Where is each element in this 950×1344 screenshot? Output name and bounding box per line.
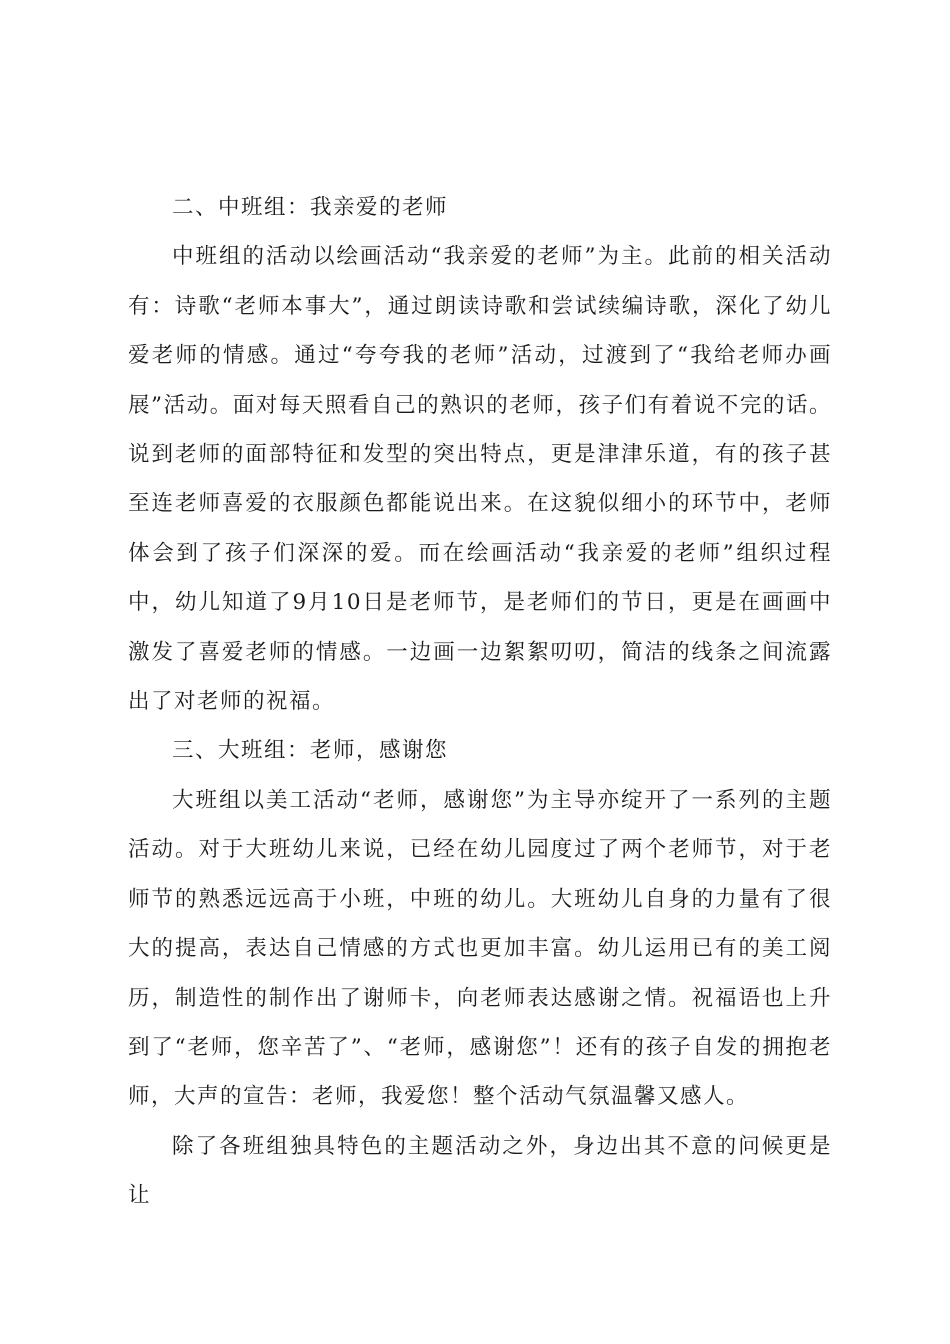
section-heading-middle-class: 二、中班组：我亲爱的老师 [172, 195, 449, 220]
section-heading-senior-class: 三、大班组：老师，感谢您 [172, 738, 449, 764]
document-page [128, 183, 832, 1221]
paragraph-senior-class: 大班组以美工活动“老师，感谢您”为主导亦绽开了一系列的主题活动。对于大班幼儿来说，已经在幼儿园度过了两个老师节，对于老师节的熟悉远远高于小班，中班的幼儿。大班幼儿自身的力量有了很大的提高，表达自己情感的方式也更加丰富。幼儿运用已有的美工阅历，制造性的制作出了谢师卡，向老师表达感谢之情。祝福语也上升到了“老师，您辛苦了”、“老师，感谢您”！还有的孩子自发的拥抱老师，大声的宣告：老师，我爱您！整个活动气氛温馨又感人。 [128, 787, 832, 1110]
paragraph-middle-class: 中班组的活动以绘画活动“我亲爱的老师”为主。此前的相关活动有：诗歌“老师本事大”，通过朗读诗歌和尝试续编诗歌，深化了幼儿爱老师的情感。通过“夸夸我的老师”活动，过渡到了“我给老师办画展”活动。面对每天照看自己的熟识的老师，孩子们有着说不完的话。说到老师的面部特征和发型的突出特点，更是津津乐道，有的孩子甚至连老师喜爱的衣服颜色都能说出来。在这貌似细小的环节中，老师体会到了孩子们深深的爱。而在绘画活动“我亲爱的老师”组织过程中，幼儿知道了9月10日是老师节，是老师们的节日，更是在画画中激发了喜爱老师的情感。一边画一边絮絮叨叨，简洁的线条之间流露出了对老师的祝福。 [128, 244, 832, 715]
paragraph-closing: 除了各班组独具特色的主题活动之外，身边出其不意的问候更是让 [128, 1133, 832, 1209]
